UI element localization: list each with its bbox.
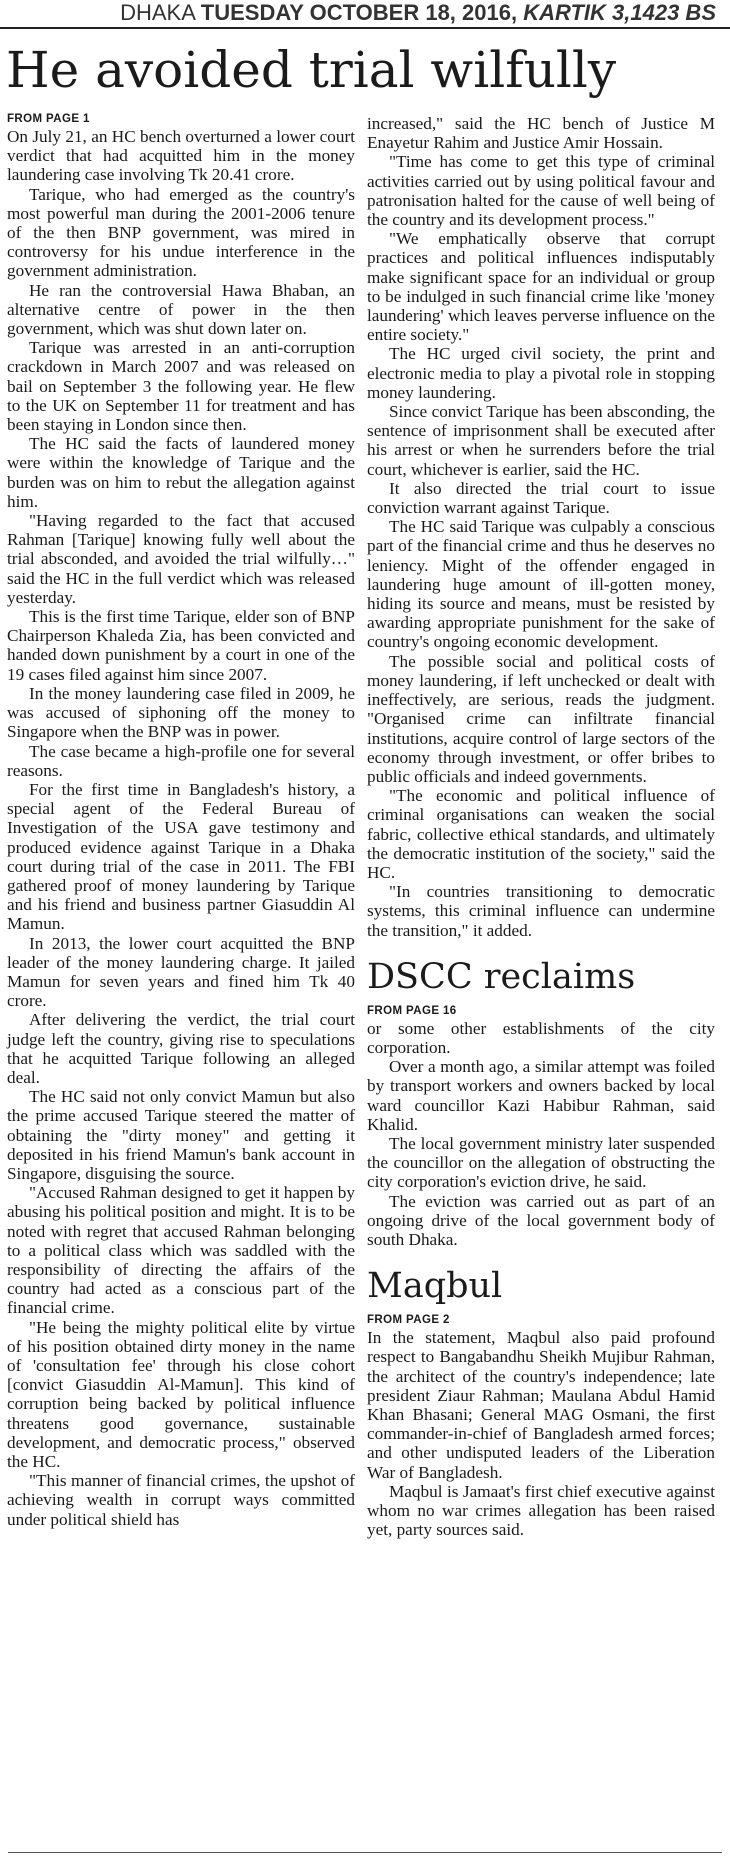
main-paragraph: The case became a high-profile one for several reasons. [7,741,355,780]
bottom-rule [8,1852,722,1853]
main-paragraph: increased," said the HC bench of Justice M Enayetur Rahim and Justice Amir Hossain. [367,114,715,153]
main-paragraph: It also directed the trial court to issue conviction warrant against Tarique. [367,478,715,518]
main-paragraph: The HC said not only convict Mamun but also the prime accused Tarique steered the matter of obtaining the "dirty money" and getting it deposited in his friend Mamun's bank account in Singapore, disguising the source. [7,1087,355,1183]
main-paragraph: The HC said Tarique was culpably a conscious part of the financial crime and thus he deserves no leniency. Might of the offender engaged in laundering huge amount of ill-gotten money, hiding its source and means, must be resisted by awarding appropriate punishment for the sake of country's ongoing economic development. [367,517,715,652]
dscc-paragraph: The local government ministry later suspended the councillor on the allegation of obstructing the city corporation's eviction drive, he said. [367,1133,715,1192]
main-paragraph: Since convict Tarique has been absconding, the sentence of imprisonment shall be executed after his arrest or when he surrenders before the trial court, whichever is earlier, said the HC. [367,402,715,479]
maqbul-paragraph: In the statement, Maqbul also paid profound respect to Bangabandhu Sheikh Mujibur Rahman, the architect of the country's independence; late president Ziaur Rahman; Maulana Abdul Hamid Khan Bhasani; General MAG Osmani, the first commander-in-chief of Bangladesh armed forces; and other undisputed leaders of the Liberation War of Bangladesh. [367,1328,715,1482]
main-paragraph: In 2013, the lower court acquitted the BNP leader of the money laundering charge. It jailed Mamun for seven years and fined him Tk 40 crore. [7,933,355,1011]
dscc-paragraph: or some other establishments of the city corporation. [367,1018,715,1057]
main-paragraph: Tarique, who had emerged as the country's most powerful man during the 2001-2006 tenure of the then BNP government, was mired in controversy for his undue interference in the government administration. [7,184,355,281]
main-headline: He avoided trial wilfully [6,41,617,99]
main-paragraph: Tarique was arrested in an anti-corruption crackdown in March 2007 and was released on bail on September 3 the following year. He flew to the UK on September 11 for treatment and has been staying in London since then. [7,338,355,435]
dateline-bangla-date: KARTIK 3,1423 BS [523,0,716,25]
main-paragraph: "He being the mighty political elite by virtue of his position obtained dirty money in the name of 'consultation fee' through his close cohort [convict Giasuddin Al-Mamun]. This kind of corruption being backed by political influence threatens good governance, sustainable development, and democratic process," observed the HC. [7,1317,355,1472]
main-paragraph: The HC said the facts of laundered money were within the knowledge of Tarique and the burden was on him to rebut the allegation against him. [7,434,355,511]
dateline-date: TUESDAY OCTOBER 18, 2016, [200,0,518,25]
maqbul-headline: Maqbul [367,1266,503,1307]
main-paragraph: "Accused Rahman designed to get it happen by abusing his political position and might. It is to be noted with regret that accused Rahman belonging to a political class which was saddled with the responsibility of directing the affairs of the country had acted as a conscious part of the financial crime. [7,1183,355,1318]
main-paragraph: "In countries transitioning to democratic systems, this criminal influence can undermine the transition," it added. [367,882,715,940]
maqbul-paragraph: Maqbul is Jamaat's first chief executive against whom no war crimes allegation has been raised yet, party sources said. [367,1481,715,1540]
main-paragraph: This is the first time Tarique, elder son of BNP Chairperson Khaleda Zia, has been convicted and handed down punishment by a court in one of the 19 cases filed against him since 2007. [7,607,355,684]
dscc-paragraph: Over a month ago, a similar attempt was foiled by transport workers and owners backed by local ward councillor Kazi Habibur Rahman, said Khalid. [367,1057,715,1134]
main-paragraph: In the money laundering case filed in 2009, he was accused of siphoning off the money to Singapore when the BNP was in power. [7,683,355,742]
left-column [7,112,355,1529]
main-paragraph: "This manner of financial crimes, the upshot of achieving wealth in corrupt ways committed under political shield has [7,1471,355,1529]
main-kicker: FROM PAGE 1 [7,113,90,125]
dateline [120,0,716,26]
main-paragraph: "Time has come to get this type of criminal activities carried out by using political favour and patronisation halted for the cause of well being of the country and its development process." [367,152,715,230]
main-paragraph: "We emphatically observe that corrupt practices and political influences indisputably make significant space for an individual or group to be indulged in such financial crime like 'money laundering' which leaves perverse influence on the entire society." [367,229,715,345]
main-paragraph: On July 21, an HC bench overturned a lower court verdict that had acquitted him in the money laundering case involving Tk 20.41 crore. [7,127,355,185]
maqbul-kicker: FROM PAGE 2 [367,1314,450,1327]
dateline-city: DHAKA [120,0,195,25]
dscc-kicker: FROM PAGE 16 [367,1004,457,1017]
dscc-paragraph: The eviction was carried out as part of an ongoing drive of the local government body of south Dhaka. [367,1191,715,1249]
right-column [367,114,715,1539]
top-rule [0,27,730,29]
main-paragraph: After delivering the verdict, the trial court judge left the country, giving rise to speculations that he acquitted Tarique following an alleged deal. [7,1010,355,1087]
main-paragraph: The HC urged civil society, the print and electronic media to play a pivotal role in stopping money laundering. [367,344,715,402]
main-paragraph: The possible social and political costs of money laundering, if left unchecked or dealt with ineffectively, are serious, reads the judgment. "Organised crime can infiltrate financial institutions, acquire control of large sectors of the economy through investment, or offer bribes to public officials and indeed governments. [367,651,715,786]
main-paragraph: "Having regarded to the fact that accused Rahman [Tarique] knowing fully well about the trial absconded, and avoided the trial wilfully…" said the HC in the full verdict which was released yesterday. [7,511,355,607]
main-paragraph: For the first time in Bangladesh's history, a special agent of the Federal Bureau of Investigation of the USA gave testimony and produced evidence against Tarique in a Dhaka court during trial of the case in 2011. The FBI gathered proof of money laundering by Tarique and his friend and business partner Giasuddin Al Mamun. [7,779,355,934]
main-paragraph: He ran the controversial Hawa Bhaban, an alternative centre of power in the then government, which was shut down later on. [7,280,355,339]
dscc-headline: DSCC reclaims [367,956,636,997]
main-paragraph: "The economic and political influence of criminal organisations can weaken the social fabric, collective ethical standards, and ultimately the democratic institution of the society," said the HC. [367,786,715,882]
